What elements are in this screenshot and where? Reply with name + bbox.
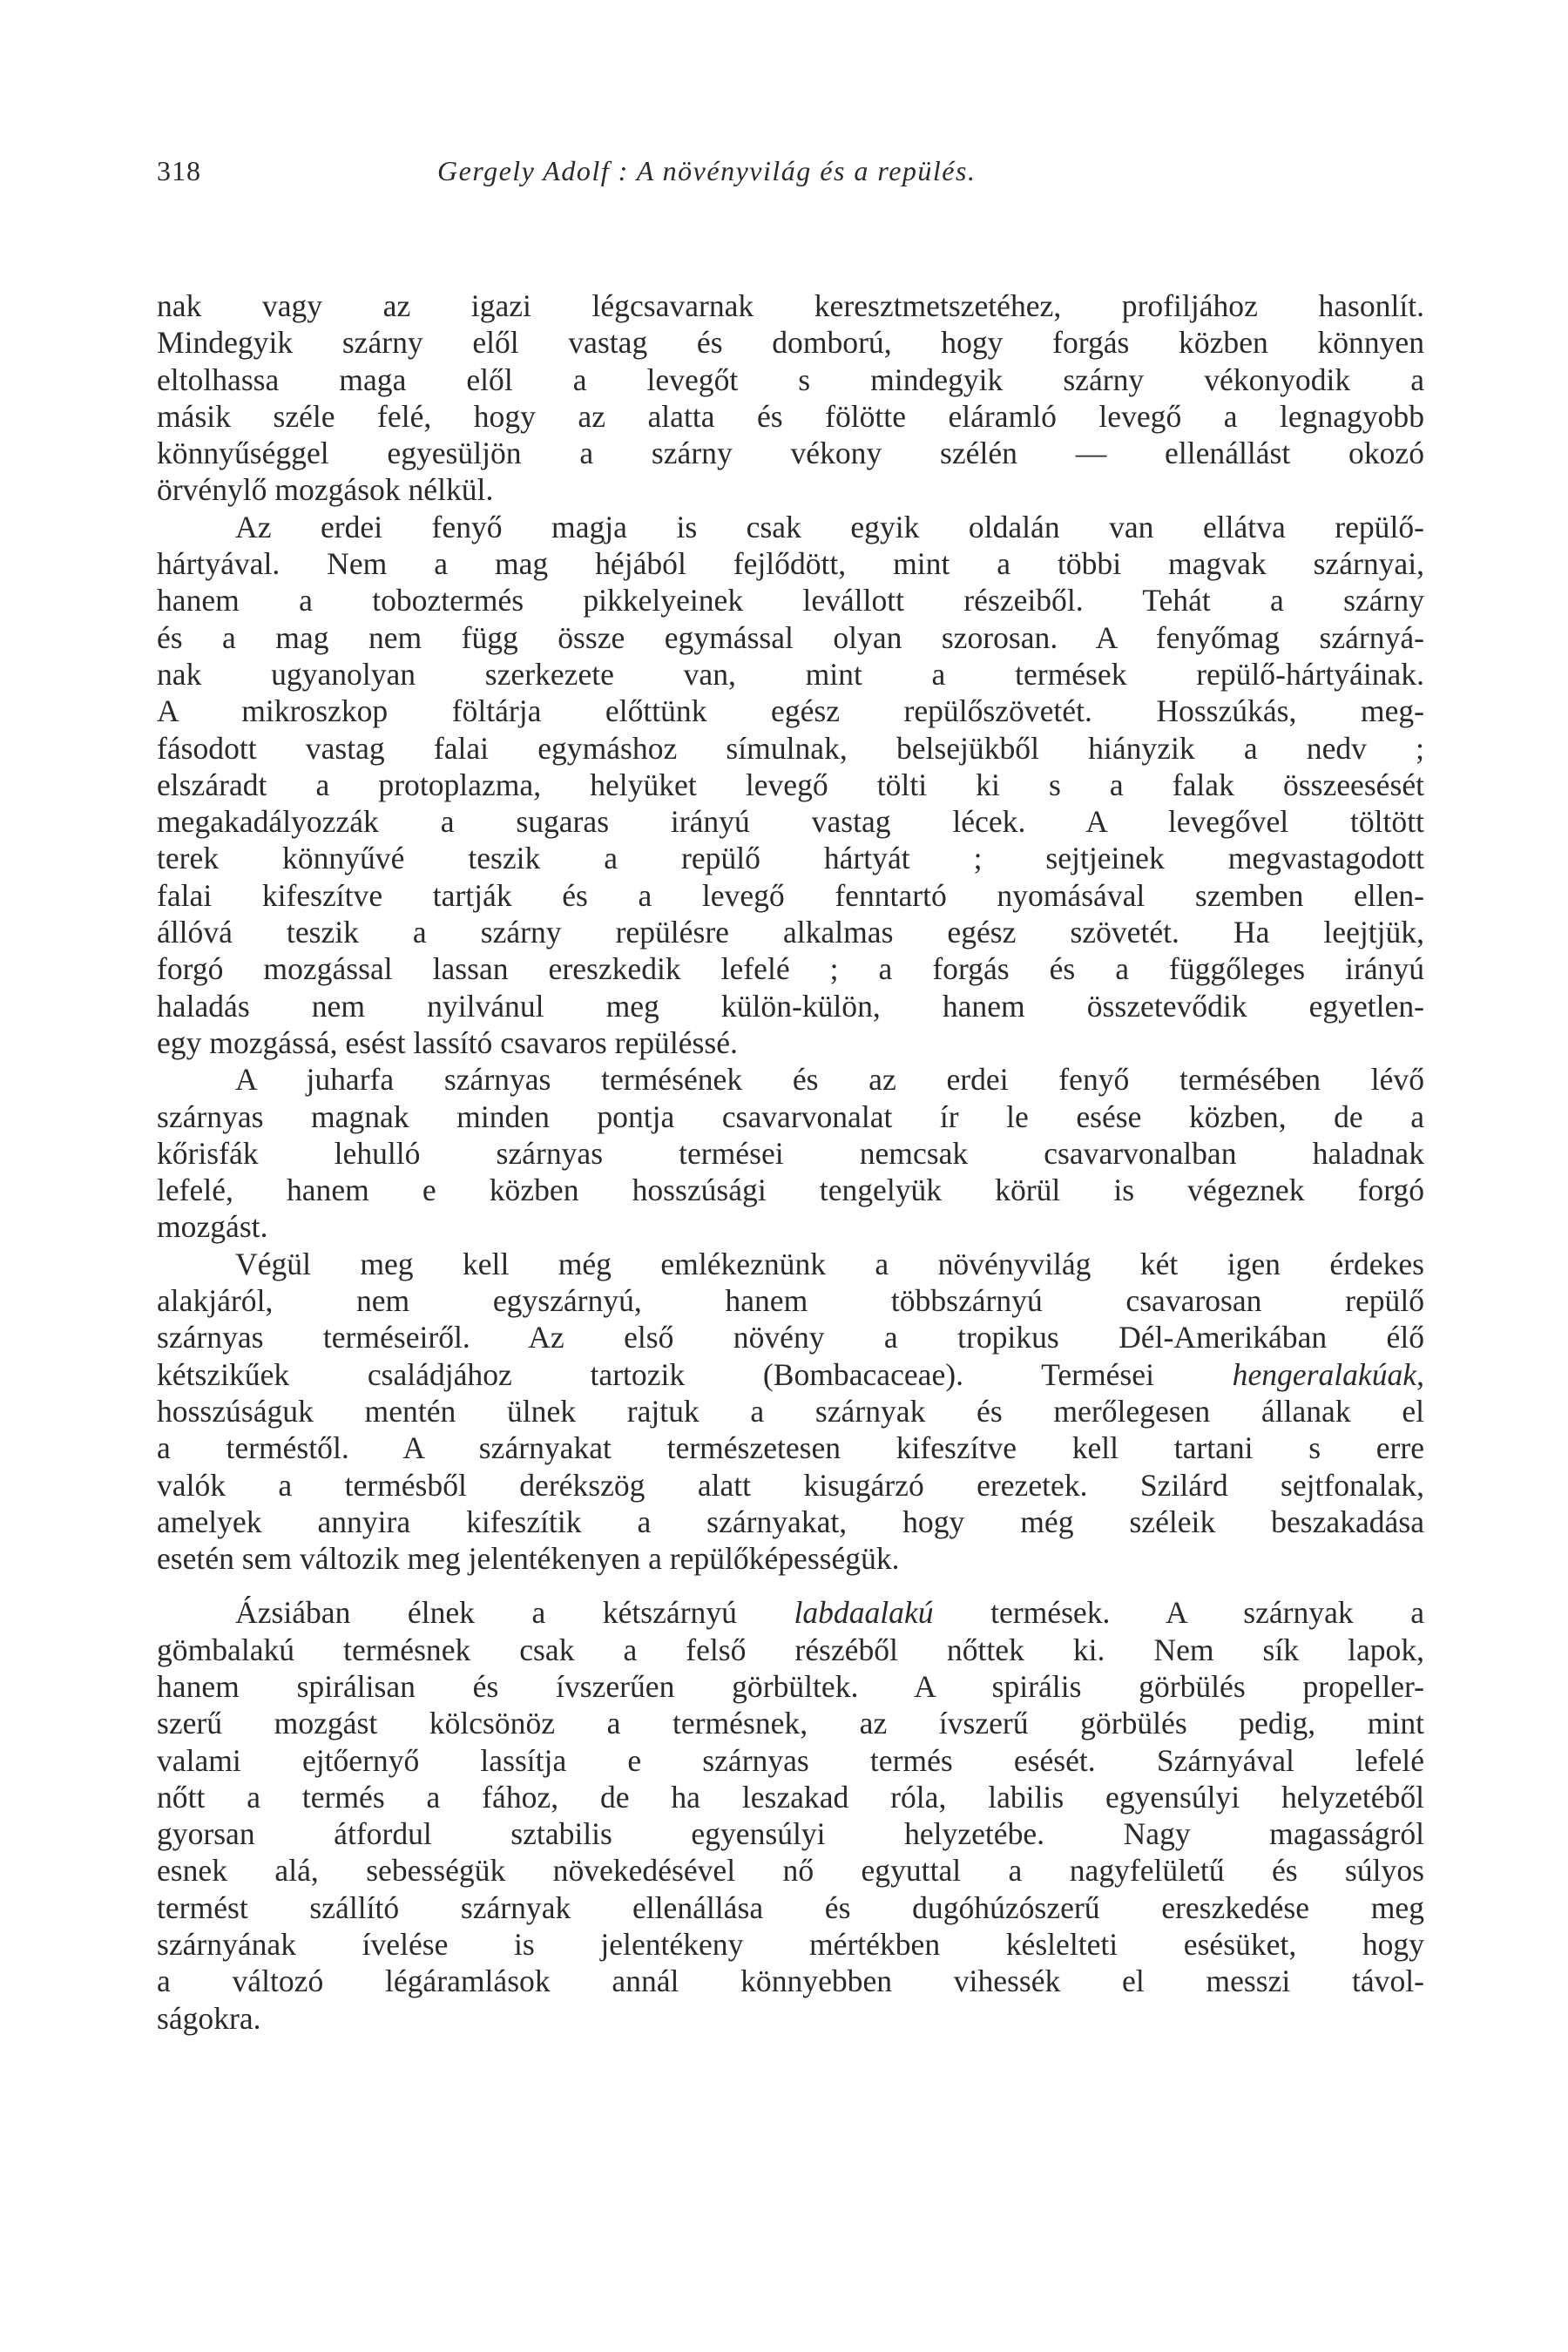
text-line: haladás nem nyilvánul meg külön-külön, hanem összetevődik egyetlen- <box>157 988 1424 1024</box>
paragraph-3 <box>157 1061 1424 1245</box>
text-line: szárnyas terméseiről. Az első növény a tropikus Dél-Amerikában élő <box>157 1320 1424 1355</box>
text-line: megakadályozzák a sugaras irányú vastag lécek. A levegővel töltött <box>157 804 1424 840</box>
text-line: termést szállító szárnyak ellenállása és dugóhúzószerű ereszkedése meg <box>157 1889 1424 1925</box>
text-line: Mindegyik szárny elől vastag és domború, hogy forgás közben könnyen <box>157 325 1424 361</box>
text-line: amelyek annyira kifeszítik a szárnyakat, hogy még széleik beszakadása <box>157 1504 1424 1539</box>
text-line: a változó légáramlások annál könnyebben vihessék el messzi távol- <box>157 1963 1424 1999</box>
text-line: A juharfa szárnyas termésének és az erdei fenyő termésében lévő <box>235 1062 1424 1098</box>
text-line: nak vagy az igazi légcsavarnak keresztmetszetéhez, profiljához hasonlít. <box>157 288 1424 323</box>
text-line: mozgást. <box>157 1209 268 1245</box>
text-line: és a mag nem függ össze egymással olyan szorosan. A fenyőmag szárnyá- <box>157 619 1424 655</box>
text-line: alakjáról, nem egyszárnyú, hanem többszárnyú csavarosan repülő <box>157 1283 1424 1319</box>
page-number: 318 <box>157 155 201 186</box>
paragraph-4 <box>157 1246 1424 1578</box>
italic-term: labdaalakú <box>794 1595 934 1631</box>
text-line: kétszikűek családjához tartozik (Bombacaceae). Termései hengeralakúak, <box>157 1356 1424 1392</box>
text-line: terek könnyűvé teszik a repülő hártyát ; sejtjeinek megvastagodott <box>157 841 1424 876</box>
text-line: falai kifeszítve tartják és a levegő fenntartó nyomásával szemben ellen- <box>157 877 1424 913</box>
text-line: kőrisfák lehulló szárnyas termései nemcsak csavarvonalban haladnak <box>157 1135 1424 1171</box>
text-line: szárnyas magnak minden pontja csavarvonalat ír le esése közben, de a <box>157 1098 1424 1134</box>
text-line: gömbalakú termésnek csak a felső részéből nőttek ki. Nem sík lapok, <box>157 1632 1424 1667</box>
text-line: hártyával. Nem a mag héjából fejlődött, mint a többi magvak szárnyai, <box>157 546 1424 582</box>
text-line: hanem spirálisan és ívszerűen görbültek. A spirális görbülés propeller- <box>157 1668 1424 1704</box>
text-line: szárnyának ívelése is jelentékeny mértékben késlelteti esésüket, hogy <box>157 1927 1424 1963</box>
text-line: elszáradt a protoplazma, helyüket levegő tölti ki s a falak összeesését <box>157 767 1424 802</box>
italic-term: hengeralakúak <box>1232 1356 1417 1392</box>
text-line: nak ugyanolyan szerkezete van, mint a termések repülő-hártyáinak. <box>157 656 1424 692</box>
text-line: gyorsan átfordul sztabilis egyensúlyi helyzetébe. Nagy magasságról <box>157 1816 1424 1852</box>
text-line: örvénylő mozgások nélkül. <box>157 472 494 508</box>
page-header <box>157 155 1420 199</box>
text-line: esetén sem változik meg jelentékenyen a repülőképességük. <box>157 1541 900 1577</box>
running-title: Gergely Adolf : A növényvilág és a repülés. <box>437 155 977 186</box>
text-line: Ázsiában élnek a kétszárnyú labdaalakú termések. A szárnyak a <box>235 1595 1424 1631</box>
paragraph-5 <box>157 1594 1424 2037</box>
text-line: esnek alá, sebességük növekedésével nő egyuttal a nagyfelületű és súlyos <box>157 1853 1424 1889</box>
paragraph-1 <box>157 287 1424 509</box>
text-line: nőtt a termés a fához, de ha leszakad róla, labilis egyensúlyi helyzetéből <box>157 1779 1424 1815</box>
text-line: lefelé, hanem e közben hosszúsági tengelyük körül is végeznek forgó <box>157 1173 1424 1208</box>
text-line: állóvá teszik a szárny repülésre alkalmas egész szövetét. Ha leejtjük, <box>157 915 1424 950</box>
text-line: forgó mozgással lassan ereszkedik lefelé ; a forgás és a függőleges irányú <box>157 951 1424 987</box>
text-line: Végül meg kell még emlékeznünk a növényvilág két igen érdekes <box>235 1246 1424 1281</box>
body-text <box>157 287 1424 2037</box>
text-line: Az erdei fenyő magja is csak egyik oldalán van ellátva repülő- <box>235 509 1424 544</box>
text-line: A mikroszkop föltárja előttünk egész repülőszövetét. Hosszúkás, meg- <box>157 693 1424 729</box>
text-line: fásodott vastag falai egymáshoz símulnak, belsejükből hiányzik a nedv ; <box>157 730 1424 766</box>
text-line: a terméstől. A szárnyakat természetesen kifeszítve kell tartani s erre <box>157 1430 1424 1466</box>
text-line: eltolhassa maga elől a levegőt s mindegyik szárny vékonyodik a <box>157 362 1424 397</box>
text-line: másik széle felé, hogy az alatta és fölötte eláramló levegő a legnagyobb <box>157 398 1424 434</box>
text-line: valók a termésből derékszög alatt kisugárzó erezetek. Szilárd sejtfonalak, <box>157 1467 1424 1503</box>
text-line: könnyűséggel egyesüljön a szárny vékony szélén — ellenállást okozó <box>157 436 1424 471</box>
text-line: hanem a toboztermés pikkelyeinek levállott részeiből. Tehát a szárny <box>157 583 1424 618</box>
text-line: hosszúságuk mentén ülnek rajtuk a szárnyak és merőlegesen állanak el <box>157 1393 1424 1429</box>
paragraph-2 <box>157 509 1424 1061</box>
text-line: szerű mozgást kölcsönöz a termésnek, az ívszerű görbülés pedig, mint <box>157 1706 1424 1741</box>
text-line: valami ejtőernyő lassítja e szárnyas termés esését. Szárnyával lefelé <box>157 1742 1424 1778</box>
text-line: egy mozgássá, esést lassító csavaros repüléssé. <box>157 1024 738 1060</box>
text-line: ságokra. <box>157 2000 261 2036</box>
